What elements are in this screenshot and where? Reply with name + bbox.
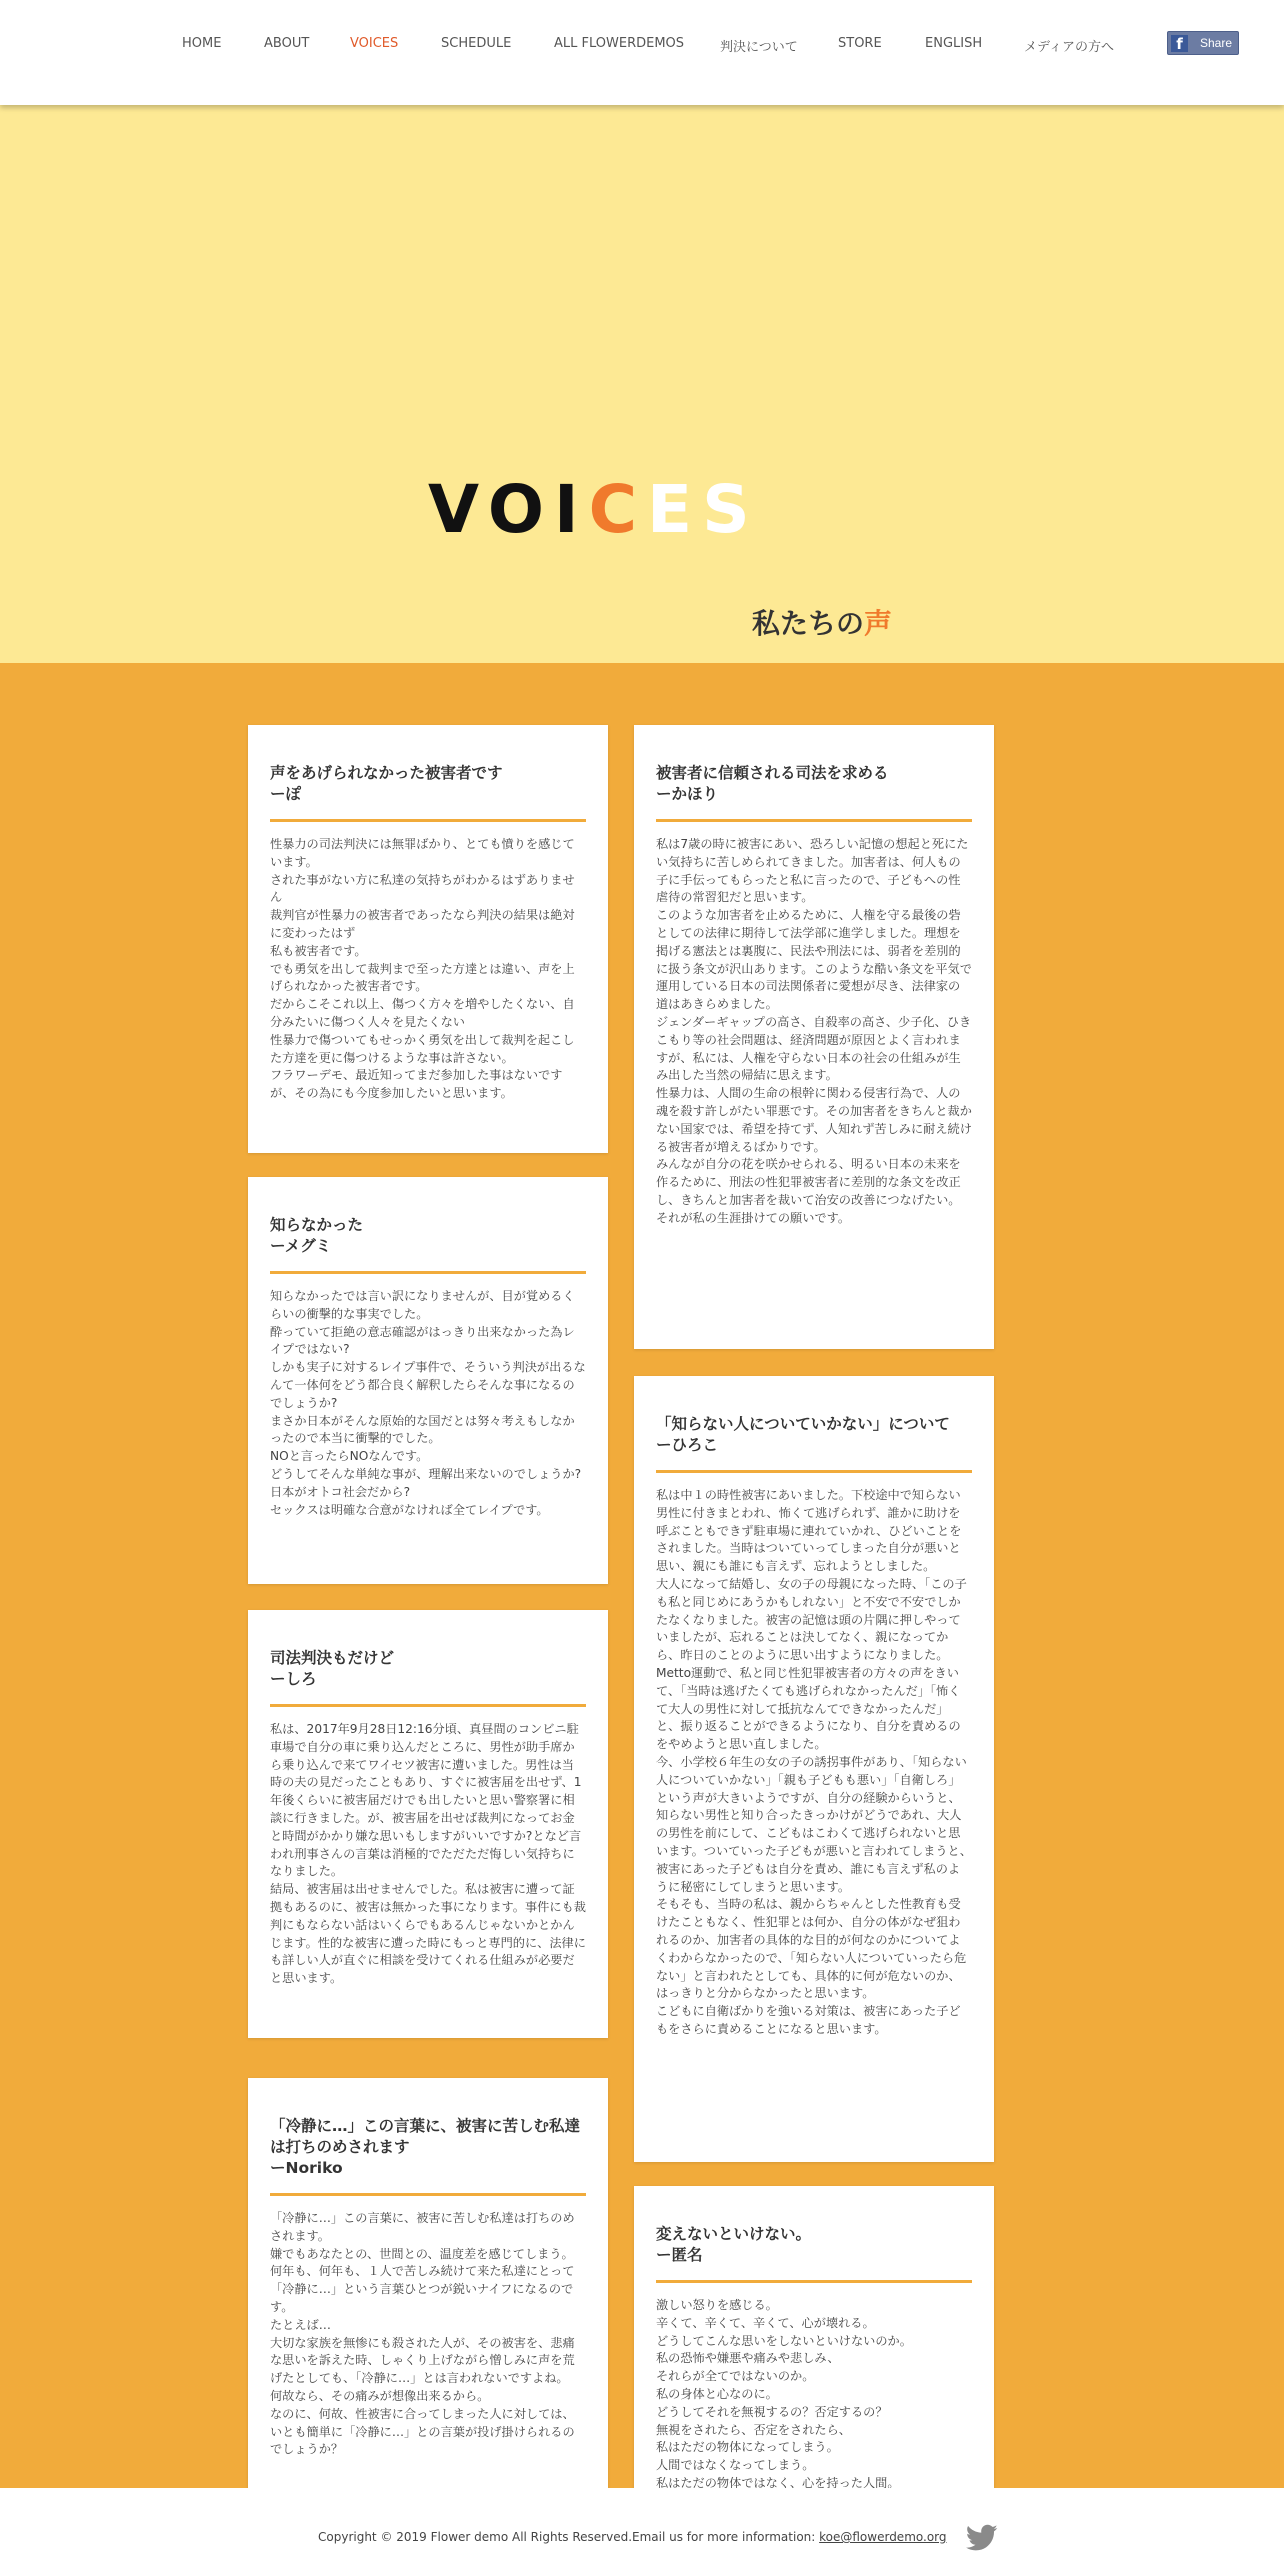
body-paragraph: 大切な家族を無惨にも殺された人が、その被害を、悲痛な思いを訴えた時、しゃくり上げながら憎しみに声を荒げたとしても、「冷静に…」とは言われないですよね。	[270, 2335, 575, 2386]
card-title-line: 変えないといけない。	[656, 2225, 812, 2243]
body-paragraph: 私は中１の時性被害にあいました。下校途中で知らない男性に付きまとわれ、怖くて逃げられず、誰かに助けを呼ぶこともできず駐車場に連れていかれ、ひどいことをされました。当時はついていってしまった自分が悪いと思い、親にも誰にも言えず、忘れようとしました。	[656, 1488, 962, 1574]
body-paragraph: フラワーデモ、最近知ってまだ参加した事はないですが、その為にも今度参加したいと思います。	[270, 1068, 563, 1101]
body-paragraph: 何故なら、その痛みが想像出来るから。	[270, 2388, 490, 2403]
voice-card	[248, 1177, 608, 1584]
body-paragraph: たとえば…	[270, 2317, 331, 2332]
body-paragraph: 無視をされたら、否定をされたら、	[656, 2422, 851, 2437]
nav-media[interactable]: メディアの方へ	[1024, 40, 1114, 55]
twitter-icon[interactable]	[966, 2524, 998, 2552]
copyright-text	[318, 2530, 947, 2544]
card-body	[656, 1487, 972, 2039]
body-paragraph: 知らなかったでは言い訳になりませんが、目が覚めるくらいの衝撃的な事実でした。	[270, 1289, 575, 1321]
card-author: ーNoriko	[270, 2159, 343, 2177]
body-paragraph: NOと言ったらNOなんです。	[270, 1449, 429, 1464]
body-paragraph: このような加害者を止めるために、人権を守る最後の砦としての法律に期待して法学部に進学しました。理想を掲げる憲法とは裏腹に、民法や刑法には、弱者を差別的に扱う条文が沢山あります。このような酷い条文を平気で運用している日本の司法関係者に愛想が尽き、法律家の道はあきらめました。	[656, 908, 972, 1012]
divider	[270, 819, 586, 822]
card-title	[270, 2116, 586, 2179]
nav-home[interactable]: HOME	[182, 36, 222, 51]
body-paragraph: そもそも、当時の私は、親からちゃんとした性教育も受けたこともなく、性犯罪とは何か、自分の体がなぜ狙われるのか、加害者の具体的な目的が何なのかについてよくわからなかったので、「知らない人についていったら危ない」と言われたとしても、具体的に何が危ないのか、はっきりと分からなかったと思います。	[656, 1897, 967, 2001]
card-author: ーメグミ	[270, 1237, 332, 1255]
voice-card	[634, 2186, 994, 2488]
main-nav	[0, 36, 1284, 56]
divider	[656, 2280, 972, 2283]
copyright-label: Copyright © 2019 Flower demo All Rights Reserved.Email us for more information:	[318, 2530, 820, 2544]
voice-card	[248, 1610, 608, 2038]
nav-english[interactable]: ENGLISH	[925, 36, 983, 51]
body-paragraph: 私も被害者です。	[270, 943, 367, 958]
card-title-line: 司法判決もだけど	[270, 1649, 395, 1667]
card-title-line: 被害者に信頼される司法を求める	[656, 764, 889, 782]
subtitle-main: 私たちの	[752, 607, 865, 640]
body-paragraph: みんなが自分の花を咲かせられる、明るい日本の未来を作るために、刑法の性犯罪被害者に差別的な条文を改正し、きちんと加害者を裁いて治安の改善につなげたい。それが私の生涯掛けての願いです。	[656, 1157, 961, 1225]
body-paragraph: 日本がオトコ社会だから?	[270, 1484, 411, 1499]
body-paragraph: しかも実子に対するレイプ事件で、そういう判決が出るなんて一体何をどう都合良く解釈したらそんな事になるのでしょうか?	[270, 1360, 586, 1410]
card-title	[270, 1215, 586, 1257]
voices-title	[428, 470, 760, 550]
body-paragraph: 今、小学校６年生の女の子の誘拐事件があり、「知らない人についていかない」「親も子どもも悪い」「自衛しろ」という声が大きいようですが、自分の経験からいうと、知らない男性と知り合ったきっかけがどうであれ、大人の男性を前にして、こどもはこわくて逃げられないと思います。ついていった子どもが悪いと言われてしまうと、被害にあった子どもは自分を責め、誰にも言えず私のように秘密にしてしまうと思います。	[656, 1754, 972, 1894]
body-paragraph: 嫌でもあなたとの、世間との、温度差を感じてしまう。	[270, 2246, 574, 2261]
japanese-subtitle	[752, 602, 892, 642]
body-paragraph: ジェンダーギャップの高さ、自殺率の高さ、少子化、ひきこもり等の社会問題は、経済問題が原因とよく言われますが、私には、人権を守らない日本の社会の仕組みが生み出した当然の帰結に思えます。	[656, 1014, 972, 1083]
card-author: ーひろこ	[656, 1436, 719, 1454]
body-paragraph: された事がない方に私達の気持ちがわかるはずありません	[270, 872, 575, 905]
card-title	[656, 2224, 972, 2266]
body-paragraph: どうしてそれを無視するの？否定するの？	[656, 2404, 888, 2419]
body-paragraph: まさか日本がそんな原始的な国だとは努々考えもしなかったので本当に衝撃的でした。	[270, 1413, 575, 1446]
body-paragraph: 酔っていて拒絶の意志確認がはっきり出来なかった為レイプではない?	[270, 1324, 575, 1357]
card-author: ー匿名	[656, 2246, 703, 2264]
divider	[656, 819, 972, 822]
title-part-voi: VOI	[428, 471, 589, 548]
facebook-icon: f	[1171, 35, 1188, 52]
body-paragraph: 私は、2017年9月28日12:16分頃、真昼間のコンビニ駐車場で自分の車に乗り込んだところに、男性が助手席から乗り込んで来てワイセツ被害に遭いました。男性は当時の夫の見だったこともあり、すぐに被害届を出せず、1年後くらいに被害届だけでも出したいと思い警察署に相談に行きました。が、被害届を出せば裁判になってお金と時間がかかり嫌な思いもしますがいいですか?となど言われ刑事さんの言葉は消極的でただただ悔しい気持ちになりました。	[270, 1722, 582, 1879]
title-part-c: C	[588, 471, 648, 548]
body-paragraph: でも勇気を出して裁判まで至った方達とは違い、声を上げられなかった被害者です。	[270, 961, 575, 994]
nav-store[interactable]: STORE	[838, 36, 882, 51]
card-title	[270, 763, 586, 805]
nav-voices[interactable]: VOICES	[350, 36, 399, 51]
site-footer	[0, 2488, 1284, 2568]
card-body	[270, 1288, 586, 1519]
body-paragraph: 人間ではなくなってしまう。	[656, 2458, 815, 2473]
card-title-line: 「知らない人についていかない」について	[656, 1415, 950, 1433]
card-title	[656, 1414, 972, 1456]
voice-card	[248, 2078, 608, 2488]
hero-banner	[0, 105, 1284, 663]
share-label: Share	[1200, 36, 1233, 50]
card-author: ーぽ	[270, 785, 302, 803]
card-title	[656, 763, 972, 805]
nav-about[interactable]: ABOUT	[264, 36, 310, 51]
card-body	[270, 2210, 586, 2459]
body-paragraph: 性暴力で傷ついてもせっかく勇気を出して裁判を起こした方達を更に傷つけるような事は許さない。	[270, 1032, 575, 1065]
body-paragraph: 私はただの物体になってしまう。	[656, 2440, 839, 2455]
card-body	[656, 836, 972, 1228]
body-paragraph: 大人になって結婚し、女の子の母親になった時、「この子も私と同じめにあうかもしれない」と不安で不安でしかたなくなりました。被害の記憶は頭の片隅に押しやっていましたが、忘れることは決してなく、親になってから、昨日のことのように思い出すようになりました。	[656, 1576, 967, 1663]
body-paragraph: 性暴力は、人間の生命の根幹に関わる侵害行為で、人の魂を殺す許しがたい罪悪です。その加害者をきちんと裁かない国家では、希望を持てず、人知れず苦しみに耐え続ける被害者が増えるばかりです。	[656, 1086, 972, 1154]
card-body	[656, 2297, 972, 2488]
body-paragraph: 結局、被害届は出せませんでした。私は被害に遭って証拠もあるのに、被害は無かった事になります。事件にも裁判にもならない話はいくらでもあるんじゃないかとかんじます。性的な被害に遭った時にもっと専門的に、法律にも詳しい人が直ぐに相談を受けてくれる仕組みが必要だと思います。	[270, 1882, 586, 1986]
nav-schedule[interactable]: SCHEDULE	[441, 36, 512, 51]
body-paragraph: セックスは明確な合意がなければ全てレイプです。	[270, 1502, 549, 1517]
body-paragraph: どうしてそんな単純な事が、理解出来ないのでしょうか?	[270, 1466, 582, 1481]
nav-all-flowerdemos[interactable]: ALL FLOWERDEMOS	[554, 36, 685, 51]
nav-verdict[interactable]: 判決について	[720, 40, 798, 55]
body-paragraph: 私はただの物体ではなく、心を持った人間。	[656, 2475, 900, 2488]
body-paragraph: 「冷静に…」この言葉に、被害に苦しむ私達は打ちのめされます。	[270, 2211, 575, 2243]
email-link[interactable]: koe@flowerdemo.org	[819, 2530, 947, 2544]
body-paragraph: こどもに自衛ばかりを強いる対策は、被害にあった子どもをさらに責めることになると思います。	[656, 2004, 961, 2036]
body-paragraph: なのに、何故、性被害に合ってしまった人に対しては、いとも簡単に「冷静に…」との言葉が投げ掛けられるのでしょうか？	[270, 2406, 575, 2457]
divider	[656, 1470, 972, 1473]
body-paragraph: 私の恐怖や嫌悪や痛みや悲しみ、	[656, 2351, 840, 2366]
card-title	[270, 1648, 586, 1690]
voice-card	[634, 725, 994, 1349]
title-part-es: ES	[647, 471, 760, 548]
card-body	[270, 1721, 586, 1988]
body-paragraph: 辛くて、辛くて、辛くて、心が壊れる。	[656, 2315, 875, 2330]
body-paragraph: 私は7歳の時に被害にあい、恐ろしい記憶の想起と死にたい気持ちに苦しめられてきました。加害者は、何人もの子に手伝ってもらったと私に言ったので、子どもへの性虐待の常習犯だと思います。	[656, 837, 969, 905]
divider	[270, 2193, 586, 2196]
divider	[270, 1704, 586, 1707]
card-title-line: 「冷静に…」この言葉に、被害に苦しむ私達は打ちのめされます	[270, 2117, 581, 2156]
card-author: ーしろ	[270, 1670, 317, 1688]
facebook-share-button[interactable]	[1167, 31, 1239, 55]
subtitle-accent: 声	[864, 607, 893, 640]
voices-section	[0, 663, 1284, 2488]
card-body	[270, 836, 586, 1103]
body-paragraph: Metto運動で、私と同じ性犯罪被害者の方々の声をきいて、「当時は逃げたくても逃げられなかったんだ」「怖くて大人の男性に対して抵抗なんてできなかったんだ」と、振り返ることができるようになり、自分を責めるのをやめようと思い直しました。	[656, 1665, 961, 1752]
body-paragraph: 私の身体と心なのに。	[656, 2386, 778, 2401]
card-title-line: 知らなかった	[270, 1216, 364, 1234]
divider	[270, 1271, 586, 1274]
body-paragraph: 激しい怒りを感じる。	[656, 2298, 778, 2312]
body-paragraph: 性暴力の司法判決には無罪ばかり、とても憤りを感じています。	[270, 837, 575, 869]
voice-card	[248, 725, 608, 1153]
card-author: ーかほり	[656, 785, 719, 803]
body-paragraph: だからこそこれ以上、傷つく方々を増やしたくない、自分みたいに傷つく人々を見たくない	[270, 997, 575, 1029]
body-paragraph: それらが全てではないのか。	[656, 2369, 815, 2384]
body-paragraph: 裁判官が性暴力の被害者であったなら判決の結果は絶対に変わったはず	[270, 908, 575, 940]
body-paragraph: 何年も、何年も、１人で苦しみ続けて来た私達にとって「冷静に…」という言葉ひとつが鋭いナイフになるのです。	[270, 2264, 575, 2314]
card-title-line: 声をあげられなかった被害者です	[270, 764, 503, 782]
voice-card	[634, 1376, 994, 2162]
site-header	[0, 0, 1284, 105]
body-paragraph: どうしてこんな思いをしないといけないのか。	[656, 2333, 912, 2348]
